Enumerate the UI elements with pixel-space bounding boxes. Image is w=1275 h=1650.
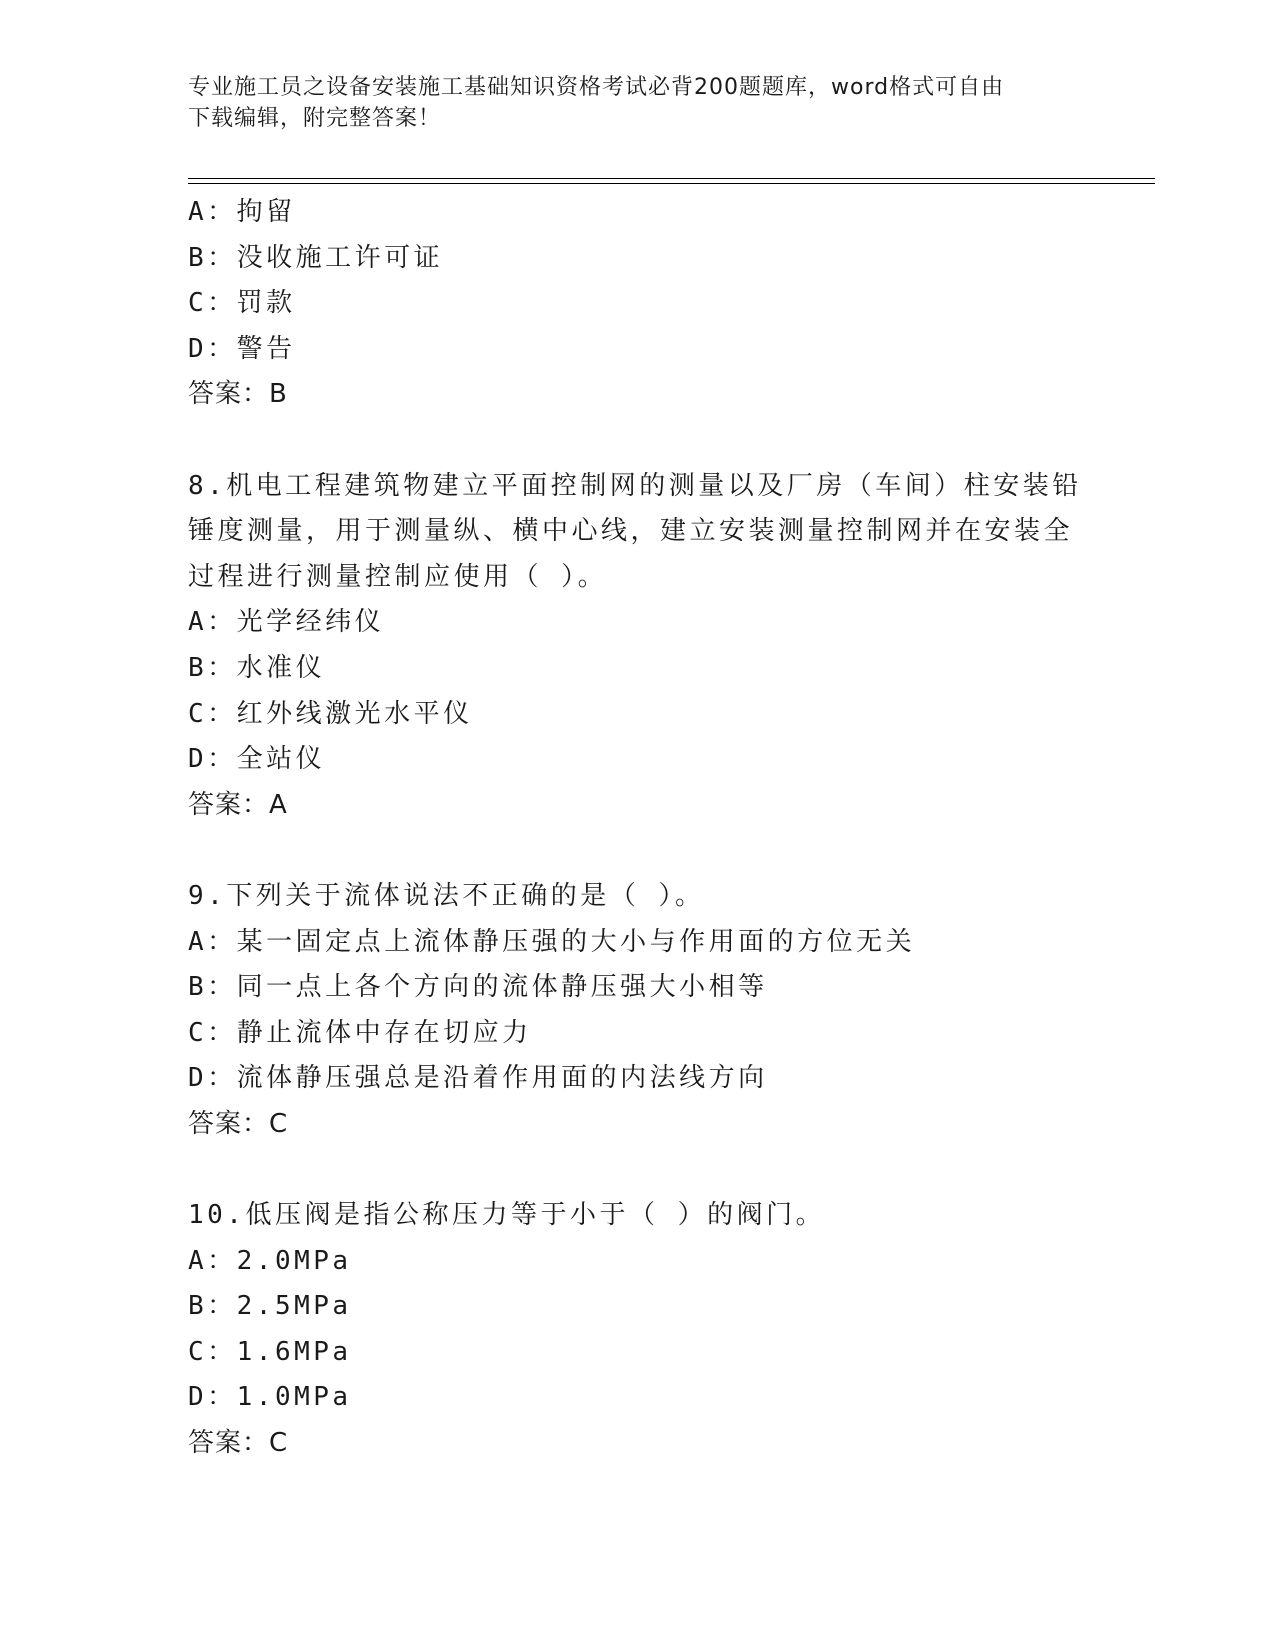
option-d: D：警告 xyxy=(188,333,296,364)
document-header xyxy=(188,72,1068,134)
option-d: D：1.0MPa xyxy=(188,1382,352,1413)
option-d: D：全站仪 xyxy=(188,744,326,775)
question-stem-line: 锤度测量，用于测量纵、横中心线，建立安装测量控制网并在安装全 xyxy=(188,516,1074,547)
question-9 xyxy=(188,874,1088,1148)
option-a: A：光学经纬仪 xyxy=(188,607,385,638)
question-stem-line: 过程进行测量控制应使用（ ）。 xyxy=(188,561,608,592)
question-stem-line: 10.低压阀是指公称压力等于小于（ ）的阀门。 xyxy=(188,1200,826,1231)
option-a: A：拘留 xyxy=(188,197,296,227)
option-a: A：2.0MPa xyxy=(188,1245,352,1276)
question-stem-line: 8.机电工程建筑物建立平面控制网的测量以及厂房（车间）柱安装铅 xyxy=(188,470,1082,501)
header-title-line-2: 下载编辑，附完整答案！ xyxy=(188,106,442,131)
question-list xyxy=(188,190,1088,1467)
header-title-line-1: 专业施工员之设备安装施工基础知识资格考试必背200题题库，word格式可自由 xyxy=(188,75,1005,100)
header-divider-top xyxy=(188,178,1155,179)
question-7 xyxy=(188,190,1088,418)
option-b: B：同一点上各个方向的流体静压强大小相等 xyxy=(188,972,768,1003)
option-b: B：2.5MPa xyxy=(188,1291,352,1322)
option-d: D：流体静压强总是沿着作用面的内法线方向 xyxy=(188,1063,768,1094)
question-stem-line: 9.下列关于流体说法不正确的是（ ）。 xyxy=(188,880,705,911)
option-c: C：红外线激光水平仪 xyxy=(188,698,473,729)
answer: 答案：C xyxy=(188,1428,289,1459)
question-10 xyxy=(188,1193,1088,1467)
option-b: B：水准仪 xyxy=(188,652,326,683)
option-c: C：静止流体中存在切应力 xyxy=(188,1017,532,1048)
option-a: A：某一固定点上流体静压强的大小与作用面的方位无关 xyxy=(188,926,916,957)
option-b: B：没收施工许可证 xyxy=(188,242,444,273)
answer: 答案：B xyxy=(188,379,288,410)
question-8 xyxy=(188,464,1088,829)
answer: 答案：C xyxy=(188,1108,289,1139)
option-c: C：1.6MPa xyxy=(188,1336,352,1367)
option-c: C：罚款 xyxy=(188,288,296,319)
answer: 答案：A xyxy=(188,789,288,820)
header-divider-bottom xyxy=(188,183,1155,184)
